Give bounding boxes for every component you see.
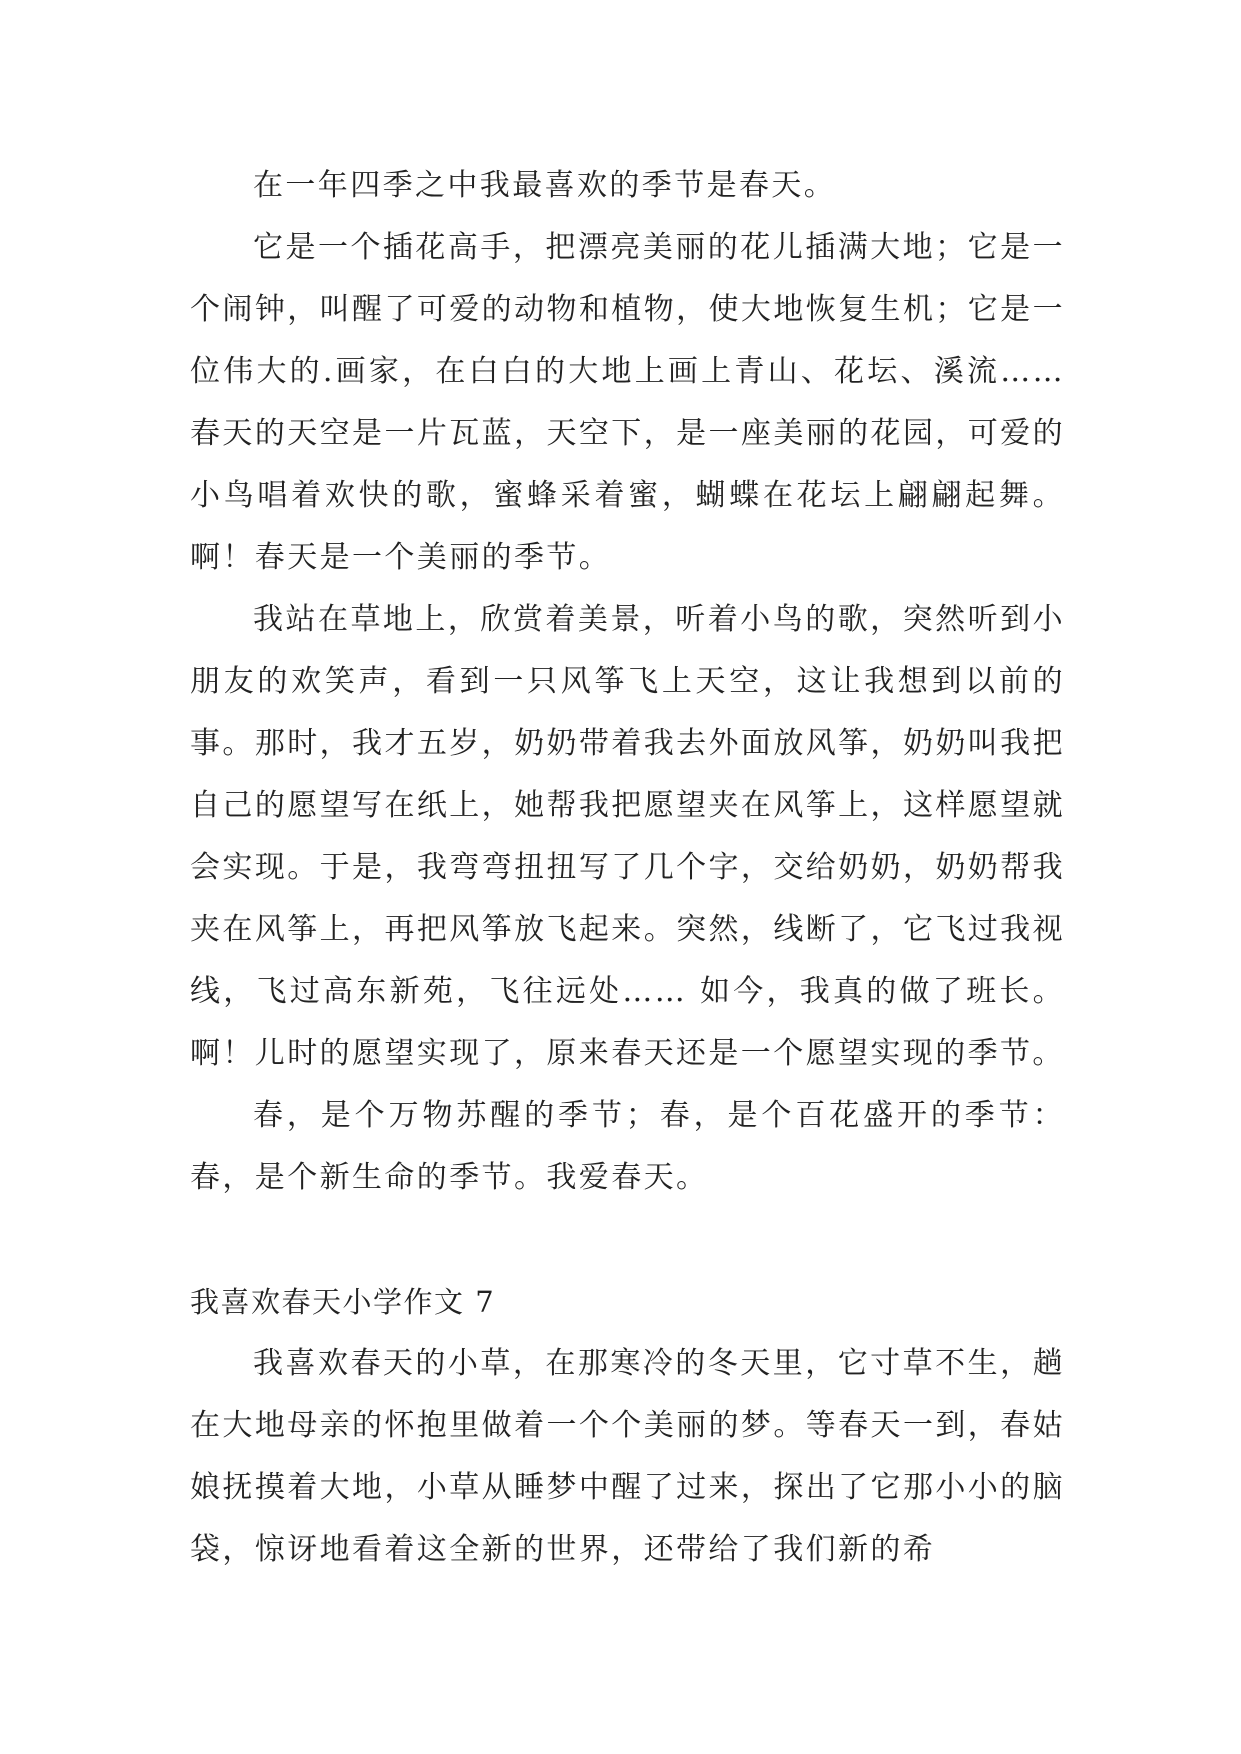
paragraph-3: 我站在草地上，欣赏着美景，听着小鸟的歌，突然听到小朋友的欢笑声，看到一只风筝飞上天空，这让我想到以前的事。那时，我才五岁，奶奶带着我去外面放风筝，奶奶叫我把自己的愿望写在纸上，她帮我把愿望夹在风筝上，这样愿望就会实现。于是，我弯弯扭扭写了几个字，交给奶奶，奶奶帮我夹在风筝上，再把风筝放飞起来。突然，线断了，它飞过我视线，飞过高东新苑，飞往远处…… 如今，我真的做了班长。啊！儿时的愿望实现了，原来春天还是一个愿望实现的季节。	[190, 602, 1065, 1071]
section-paragraph-1: 我喜欢春天的小草，在那寒冷的冬天里，它寸草不生，趟在大地母亲的怀抱里做着一个个美丽的梦。等春天一到，春姑娘抚摸着大地，小草从睡梦中醒了过来，探出了它那小小的脑袋，惊讶地看着这全新的世界，还带给了我们新的希	[190, 1346, 1065, 1567]
paragraph-2: 它是一个插花高手，把漂亮美丽的花儿插满大地；它是一个闹钟，叫醒了可爱的动物和植物，使大地恢复生机；它是一位伟大的.画家，在白白的大地上画上青山、花坛、溪流…… 春天的天空是一片瓦蓝，天空下，是一座美丽的花园，可爱的小鸟唱着欢快的歌，蜜蜂采着蜜，蝴蝶在花坛上翩翩起舞。啊！春天是一个美丽的季节。	[190, 230, 1065, 575]
paragraph-1: 在一年四季之中我最喜欢的季节是春天。	[253, 168, 837, 203]
document-body	[190, 155, 1065, 1581]
section-heading: 我喜欢春天小学作文 7	[190, 1285, 496, 1319]
paragraph-4: 春，是个万物苏醒的季节；春，是个百花盛开的季节：春，是个新生命的季节。我爱春天。	[190, 1098, 1065, 1195]
